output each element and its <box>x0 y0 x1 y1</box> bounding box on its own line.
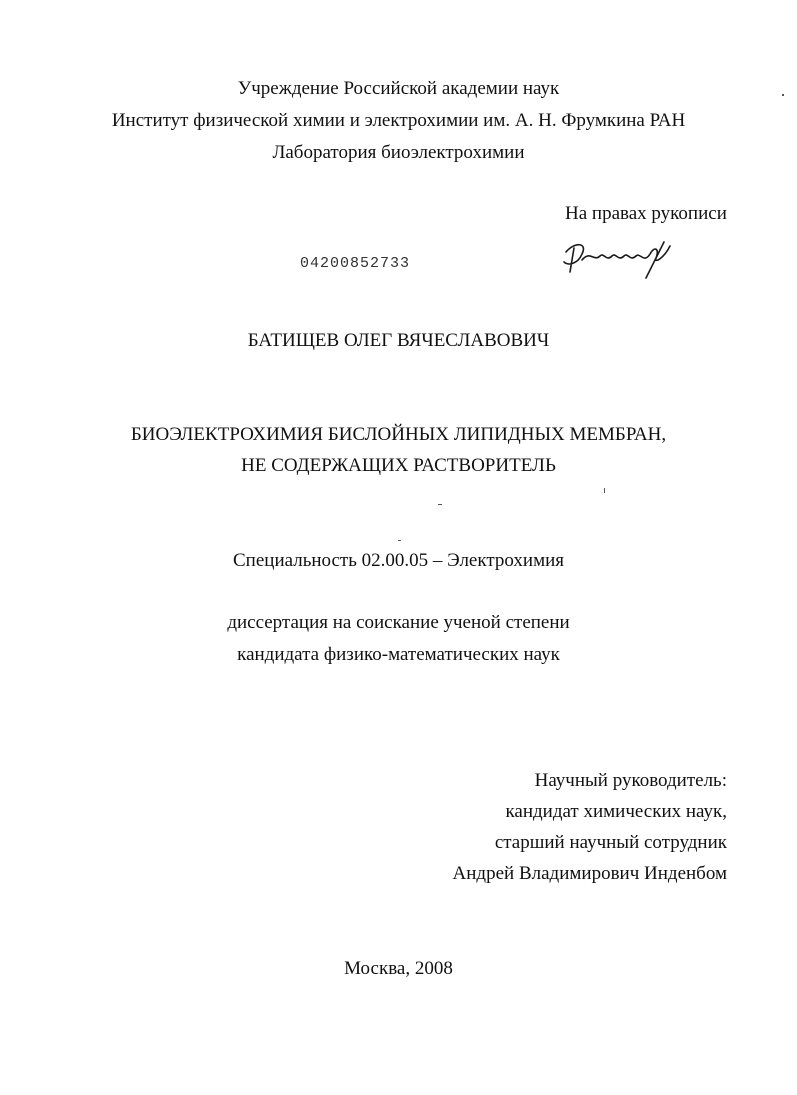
institution-name: Учреждение Российской академии наук <box>237 78 560 99</box>
supervisor-position: старший научный сотрудник <box>494 832 727 853</box>
scan-speck <box>438 504 442 505</box>
supervisor-degree: кандидат химических наук, <box>505 801 727 822</box>
supervisor-name: Андрей Владимирович Инденбом <box>452 863 727 884</box>
author-signature <box>560 236 680 280</box>
scan-speck <box>604 488 605 493</box>
city-year: Москва, 2008 <box>344 958 453 979</box>
specialty: Специальность 02.00.05 – Электрохимия <box>233 550 564 571</box>
degree-line-2: кандидата физико-математических наук <box>237 644 560 665</box>
supervisor-label: Научный руководитель: <box>534 770 727 791</box>
laboratory-name: Лаборатория биоэлектрохимии <box>272 142 525 163</box>
catalog-number: 04200852733 <box>300 255 411 272</box>
dissertation-title-line-1: БИОЭЛЕКТРОХИМИЯ БИСЛОЙНЫХ ЛИПИДНЫХ МЕМБРАН, <box>130 424 667 445</box>
dissertation-title-line-2: НЕ СОДЕРЖАЩИХ РАСТВОРИТЕЛЬ <box>241 455 556 476</box>
rights-note: На правах рукописи <box>565 203 727 224</box>
institute-name: Институт физической химии и электрохимии им. А. Н. Фрумкина РАН <box>111 110 686 131</box>
scan-speck <box>782 94 784 96</box>
author-name: БАТИЩЕВ ОЛЕГ ВЯЧЕСЛАВОВИЧ <box>247 330 550 351</box>
scan-speck <box>398 540 401 541</box>
degree-line-1: диссертация на соискание ученой степени <box>227 612 570 633</box>
